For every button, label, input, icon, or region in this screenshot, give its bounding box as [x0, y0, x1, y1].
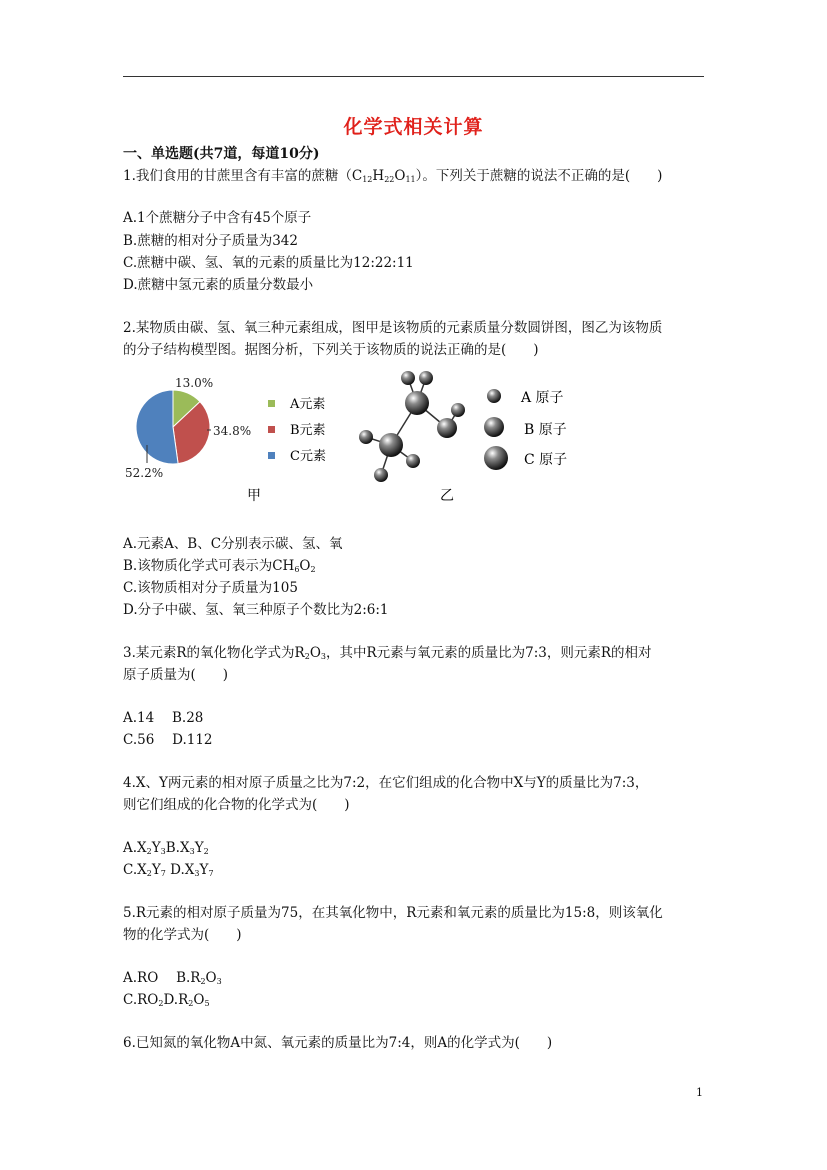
pie-label-a: 13.0% — [175, 376, 214, 390]
legend-swatch-c — [268, 452, 275, 459]
legend-label-c: C元素 — [290, 449, 326, 464]
q5-stem-line2: 物的化学式为( ) — [123, 927, 242, 943]
q3-options-ab: A.14 B.28 — [123, 710, 204, 726]
q2-stem-line2: 的分子结构模型图。据图分析，下列关于该物质的说法正确的是( ) — [123, 342, 539, 358]
legend-label-a: A元素 — [290, 397, 326, 412]
page-number: 1 — [696, 1086, 703, 1099]
q5-options-ab: A.RO $B.R_2O_3$ — [123, 970, 222, 986]
section-heading: 一、单选题(共7道，每道10分) — [123, 146, 320, 162]
q4-stem-line2: 则它们组成的化合物的化学式为( ) — [123, 797, 350, 813]
figure-svg — [123, 365, 583, 505]
q2-option-d: D.分子中碳、氢、氧三种原子个数比为2:6:1 — [123, 602, 389, 618]
q1-option-b: B.蔗糖的相对分子质量为342 — [123, 233, 298, 249]
q3-stem-line2: 原子质量为( ) — [123, 667, 229, 683]
caption-left: 甲 — [247, 488, 261, 504]
atom-legend-b — [484, 417, 504, 437]
q1-option-a: A.1个蔗糖分子中含有45个原子 — [123, 210, 312, 226]
q1-option-c: C.蔗糖中碳、氢、氧的元素的质量比为12:22:11 — [123, 255, 414, 271]
q3-stem-line1: 3.某元素R的氧化物化学式为$R_2O_3$，其中R元素与氧元素的质量比为7:3，则元素R的相对 — [123, 645, 652, 661]
q4-stem-line1: 4.X、Y两元素的相对原子质量之比为7:2，在它们组成的化合物中X与Y的质量比为7:3， — [123, 775, 649, 791]
q2-option-b: B.该物质化学式可表示为$CH_6O_2$ — [123, 558, 316, 574]
q4-options-cd: $C.X_2Y_7$ $D.X_3Y_7$ — [123, 862, 214, 878]
legend-swatch-a — [268, 400, 275, 407]
pie-label-b: 34.8% — [213, 424, 252, 438]
q5-stem-line1: 5.R元素的相对原子质量为75，在其氧化物中，R元素和氧元素的质量比为15:8，则该氧化 — [123, 905, 663, 921]
q2-stem-line1: 2.某物质由碳、氢、氧三种元素组成，图甲是该物质的元素质量分数圆饼图，图乙为该物质 — [123, 320, 663, 336]
page-title: 化学式相关计算 — [343, 116, 484, 138]
atom-legend-a — [487, 389, 501, 403]
atom-label-b: B 原子 — [524, 422, 567, 438]
q2-option-a: A.元素A、B、C分别表示碳、氢、氧 — [123, 536, 343, 552]
legend-label-b: B元素 — [290, 423, 326, 438]
q4-options-ab: $A.X_2Y_3B.X_3Y_2$ — [123, 840, 209, 856]
q5-options-cd: $C.RO_2D.R_2O_5$ — [123, 992, 210, 1008]
caption-right: 乙 — [440, 488, 454, 504]
q1-option-d: D.蔗糖中氢元素的质量分数最小 — [123, 277, 314, 293]
pie-label-c: 52.2% — [125, 466, 164, 480]
pie-slice-c — [136, 390, 178, 464]
q6-stem: 6.已知氮的氧化物A中氮、氧元素的质量比为7:4，则A的化学式为( ) — [123, 1035, 553, 1051]
q3-options-cd: C.56 D.112 — [123, 732, 213, 748]
q2-figure — [123, 365, 583, 505]
header-rule — [123, 76, 704, 77]
atom-label-c: C 原子 — [524, 452, 568, 468]
atom-legend-c — [484, 446, 508, 470]
q2-option-c: C.该物质相对分子质量为105 — [123, 580, 298, 596]
q1-stem: 1.我们食用的甘蔗里含有丰富的蔗糖$(C_{12}H_{22}O_{11})$。下列关于蔗糖的说法不正确的是( ) — [123, 168, 663, 184]
legend-swatch-b — [268, 426, 275, 433]
atom-label-a: A 原子 — [521, 390, 564, 406]
